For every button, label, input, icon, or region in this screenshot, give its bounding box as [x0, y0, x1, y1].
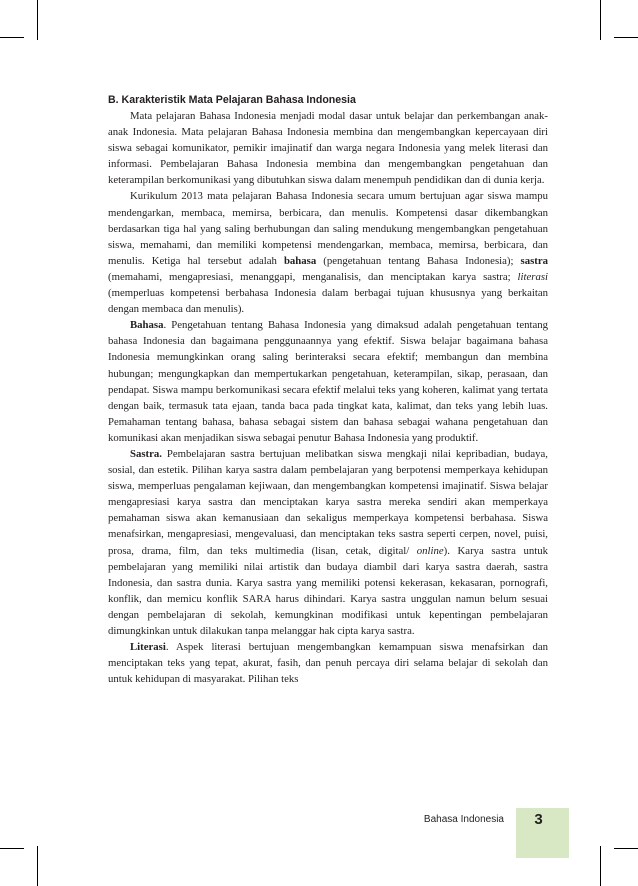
crop-mark	[0, 37, 24, 38]
text-run: Pembelajaran sastra bertujuan melibatkan siswa mengkaji nilai kepribadian, budaya, sosial, dan estetik. Pilihan karya sastra dalam pembelajaran yang berpotensi memperkaya kehidupan siswa, memperluas pengalaman kejiwaan, dan mengembangkan kompetensi imajinatif. Siswa belajar mengapresiasi karya sastra dan menciptakan karya sastra mereka sendiri akan memperkaya pemahaman siswa akan kemanusiaan dan sekaligus memperkaya kompetensi berbahasa. Siswa menafsirkan, mengapresiasi, mengevaluasi, dan menciptakan teks sastra seperti cerpen, novel, puisi, prosa, drama, film, dan teks multimedia (lisan, cetak, digital/	[108, 447, 548, 557]
text-run: Sastra.	[130, 447, 162, 460]
crop-mark	[37, 0, 38, 40]
crop-mark	[37, 846, 38, 886]
book-title: Bahasa Indonesia	[423, 814, 504, 825]
crop-mark	[0, 848, 24, 849]
crop-mark	[600, 846, 601, 886]
text-run: . Aspek literasi bertujuan mengembangkan kemampuan siswa menafsirkan dan menciptakan teks yang tepat, akurat, fasih, dan penuh percaya diri selama belajar di sekolah dan untuk kehidupan di masyarakat. Pilihan teks	[108, 641, 548, 686]
paragraph	[108, 446, 548, 639]
text-run: ). Karya sastra untuk pembelajaran yang memiliki nilai artistik dan budaya diambil dari karya sastra daerah, sastra Indonesia, dan sastra dunia. Karya sastra yang memiliki potensi kekerasan, kekasaran, pornografi, konflik, dan memicu konflik SARA harus dihindari. Karya sastra unggulan namun belum sesuai dengan pembelajaran di sekolah, kemungkinan modifikasi untuk kepentingan pembelajaran dimungkinkan untuk dilakukan tanpa melanggar hak cipta karya sastra.	[108, 544, 548, 637]
paragraph	[108, 639, 548, 687]
page-number-tab	[516, 808, 569, 858]
page-number: 3	[534, 811, 543, 828]
crop-mark	[600, 0, 601, 40]
body-text	[108, 108, 548, 687]
paragraph	[108, 188, 548, 317]
crop-mark	[614, 37, 638, 38]
text-run: Mata pelajaran Bahasa Indonesia menjadi modal dasar untuk belajar dan perkembangan anak-anak Indonesia. Mata pelajaran Bahasa Indonesia membina dan mengembangkan kepercayaan diri siswa sebagai komunikator, pemikir imajinatif dan warga negara Indonesia yang melek literasi dan informasi. Pembelajaran Bahasa Indonesia membina dan mengembangkan pengetahuan dan keterampilan berkomunikasi yang dibutuhkan siswa dalam menempuh pendidikan dan di dunia kerja.	[108, 110, 548, 187]
text-run: Literasi	[130, 641, 166, 654]
page-content	[108, 92, 548, 687]
text-run: . Pengetahuan tentang Bahasa Indonesia yang dimaksud adalah pengetahuan tentang bahasa Indonesia dan bagaimana penggunaannya yang efektif. Siswa belajar bagaimana bahasa Indonesia memungkinkan orang saling berinteraksi secara efektif; membangun dan membina hubungan; mengungkapkan dan mempertukarkan pengetahuan, keterampilan, sikap, perasaan, dan pendapat. Siswa mampu berkomunikasi secara efektif melalui teks yang koheren, kalimat yang tertata dengan baik, termasuk tata ejaan, tanda baca pada tingkat kata, kalimat, dan teks yang lebih luas. Pemahaman tentang bahasa, bahasa sebagai sistem dan bahasa sebagai wahana pengetahuan dan komunikasi akan menjadikan siswa sebagai penutur Bahasa Indonesia yang produktif.	[108, 319, 548, 444]
paragraph	[108, 317, 548, 446]
text-run: sastra	[520, 254, 548, 267]
text-run: literasi	[517, 270, 548, 283]
text-run: Bahasa	[130, 319, 164, 332]
text-run: bahasa	[283, 254, 317, 267]
crop-mark	[614, 848, 638, 849]
text-run: (pengetahuan tentang Bahasa Indonesia);	[316, 254, 521, 267]
section-heading: B. Karakteristik Mata Pelajaran Bahasa Indonesia	[108, 94, 356, 106]
paragraph	[108, 108, 548, 188]
text-run: (memperluas kompetensi berbahasa Indonesia dalam berbagai tujuan khususnya yang berkaitan dengan membaca dan menulis).	[108, 287, 548, 316]
text-run: (memahami, mengapresiasi, menanggapi, menganalisis, dan menciptakan karya sastra;	[108, 270, 518, 283]
text-run: online	[416, 544, 444, 557]
text-run: Kurikulum 2013 mata pelajaran Bahasa Indonesia secara umum bertujuan agar siswa mampu mendengarkan, membaca, memirsa, berbicara, dan menulis. Kompetensi dasar dikembangkan berdasarkan tiga hal yang saling berhubungan dan saling mendukung mengembangkan pengetahuan siswa, memahami, dan memiliki kompetensi mendengarkan, membaca, memirsa, berbicara, dan menulis. Ketiga hal tersebut adalah	[108, 190, 548, 267]
